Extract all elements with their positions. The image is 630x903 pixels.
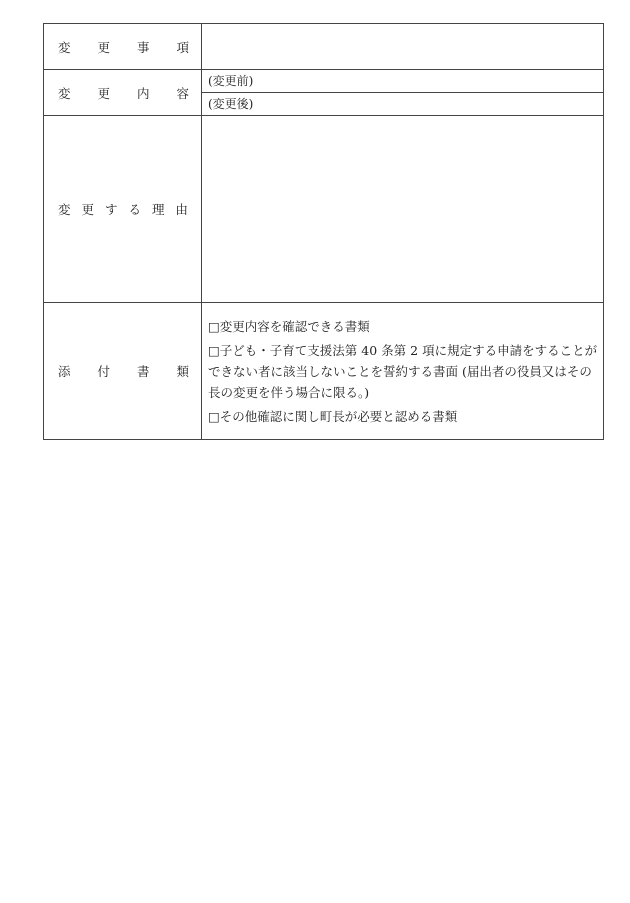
change-content-row [44, 70, 604, 93]
attachments-list [202, 303, 604, 440]
change-item-label: 変 更 事 項 [44, 24, 202, 70]
before-change-cell[interactable] [202, 70, 604, 93]
after-change-label: (変更後) [208, 96, 254, 111]
before-change-label: (変更前) [208, 73, 254, 88]
change-reason-value[interactable] [202, 116, 604, 303]
change-content-label: 変 更 内 容 [44, 70, 202, 116]
change-reason-row [44, 116, 604, 303]
change-item-row [44, 24, 604, 70]
attachment-item[interactable]: □変更内容を確認できる書類 [208, 318, 370, 334]
change-item-value[interactable] [202, 24, 604, 70]
attachments-label: 添 付 書 類 [44, 303, 202, 440]
attachments-row [44, 303, 604, 440]
change-notification-form [43, 23, 604, 440]
attachment-item[interactable]: □その他確認に関し町長が必要と認める書類 [208, 408, 458, 424]
attachment-item[interactable]: □子ども・子育て支援法第 40 条第 2 項に規定する申請をすることができない者に該当しないことを誓約する書面 (届出者の役員又はその長の変更を伴う場合に限る。) [208, 342, 598, 400]
after-change-cell[interactable] [202, 93, 604, 116]
change-reason-label: 変 更 す る 理 由 [44, 116, 202, 303]
